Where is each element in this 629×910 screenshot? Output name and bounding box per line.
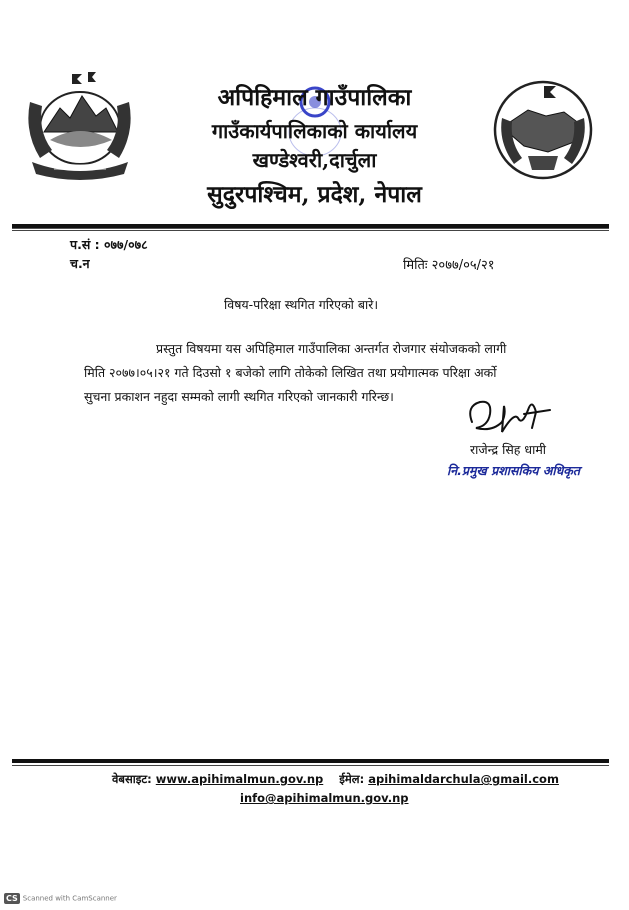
reference-number: प.सं : ०७७/०७८	[70, 237, 148, 252]
body-line: मिति २०७७।०५।२१ गते दिउसो १ बजेको लागि तोकेको लिखित तथा प्रयोगात्मक परिक्षा अर्को	[84, 365, 497, 380]
website-label: वेबसाइट:	[112, 772, 152, 786]
footer-divider-thin	[12, 765, 609, 766]
signatory-name: राजेन्द्र सिह धामी	[470, 442, 547, 457]
office-location: खण्डेश्वरी,दार्चुला	[252, 148, 377, 172]
email-link[interactable]: apihimaldarchula@gmail.com	[368, 772, 559, 786]
scanner-watermark	[4, 893, 117, 904]
office-name: गाउँकार्यपालिकाको कार्यालय	[211, 119, 418, 143]
municipality-name: अपिहिमाल गाउँपालिका	[217, 84, 412, 111]
letter-subject: विषय-परिक्षा स्थगित गरिएको बारे।	[224, 297, 379, 312]
body-line: सुचना प्रकाशन नहुदा सम्मको लागी स्थगित गरिएको जानकारी गरिन्छ।	[84, 389, 394, 404]
header-divider	[12, 224, 609, 229]
info-email-link[interactable]: info@apihimalmun.gov.np	[240, 791, 409, 805]
signatory-title-stamp: नि.प्रमुख प्रशासकिय अधिकृत	[447, 463, 581, 478]
handwritten-signature	[462, 392, 554, 440]
camscanner-icon: CS	[6, 894, 18, 903]
header-divider-thin	[12, 230, 609, 231]
website-link[interactable]: www.apihimalmun.gov.np	[155, 772, 324, 786]
email-label: ईमेल:	[339, 772, 365, 786]
province-country: सुदुरपश्चिम, प्रदेश, नेपाल	[207, 181, 422, 208]
footer-divider	[12, 759, 609, 763]
scanner-text: Scanned with CamScanner	[22, 894, 117, 903]
footer-contact-line	[112, 772, 559, 787]
body-line: प्रस्तुत विषयमा यस अपिहिमाल गाउँपालिका अन्तर्गत रोजगार संयोजकको लागी	[156, 341, 507, 356]
dispatch-number: च.न	[70, 256, 90, 271]
letter-date: मितिः २०७७/०५/२१	[403, 258, 495, 273]
footer-email-line	[240, 791, 409, 805]
